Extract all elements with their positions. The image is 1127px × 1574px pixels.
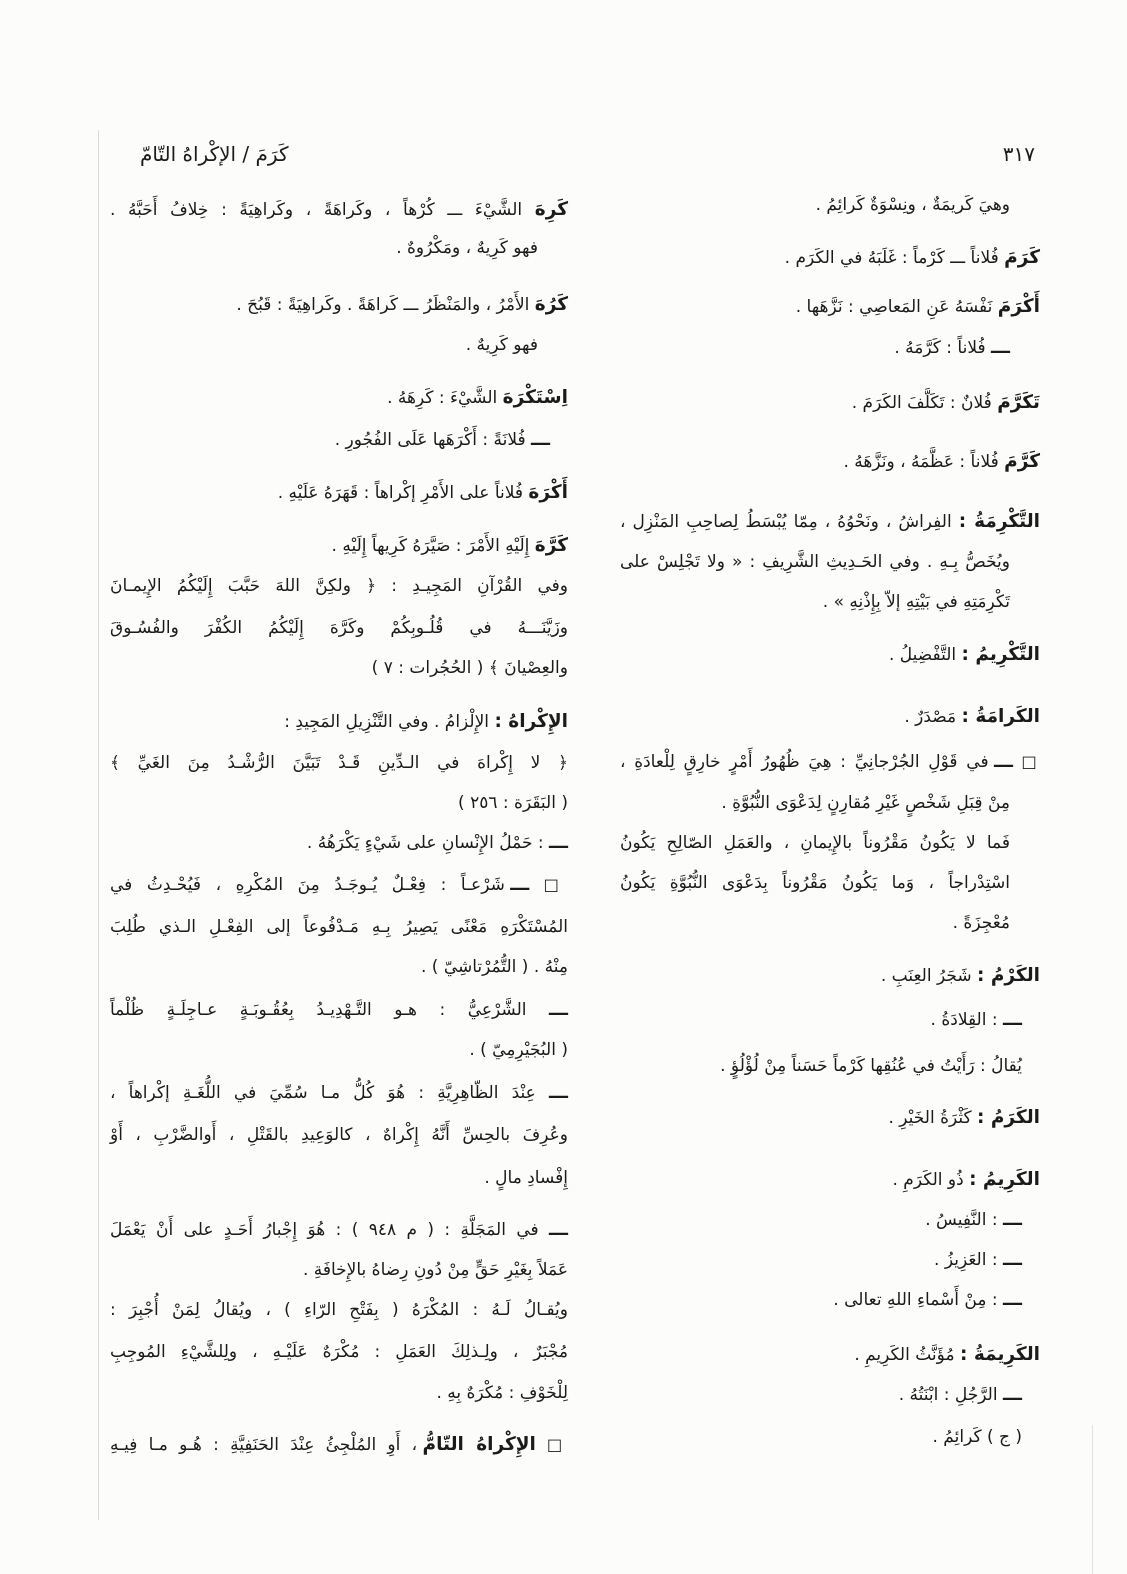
line-text: ( البُجَيْرِمِيّ ) . — [469, 1040, 568, 1060]
line-text: التَّفْضِيلُ . — [888, 645, 962, 665]
entry-line — [110, 704, 568, 740]
line-text: وعُرِفَ بالحِسِّ أَنَّهُ إِكْراهٌ ، كالوَعِيدِ بالقَتْلِ ، أَوالضَّرْبِ ، أَوْ — [110, 1125, 568, 1145]
line-text: الرَّجُلِ : ابْنَتُهُ . — [898, 1385, 1003, 1405]
line-text: عِنْدَ الظّاهِرِيَّةِ : هُوَ كُلُّ مـا سُمِّيَ في اللُّغَـةِ إكْراهاً ، — [110, 1083, 549, 1103]
entry-line — [110, 475, 568, 511]
scan-edge-line-right — [1092, 1425, 1093, 1574]
line-text: ، أَوِ المُلْجِئُ عِنْدَ الحَنَفِيَّةِ : هُـو مـا فِيـهِ — [110, 1435, 423, 1455]
dash-marker: ـــ — [531, 429, 550, 450]
entry-line — [620, 825, 1040, 861]
line-text: ويُخَصُّ بِـهِ . وفي الحَـدِيثِ الشَّرِيفِ : « ولا تَجْلِسْ على — [620, 552, 1010, 572]
line-text: : مِنْ أَسْماءِ اللهِ تعالى . — [833, 1290, 1003, 1310]
headword: أَكْرَمَ — [997, 296, 1040, 317]
entry-line — [110, 610, 568, 646]
line-text: إِلَيْهِ الأَمْرَ : صَيَّرَهُ كَرِيهاً إِلَيْهِ . — [331, 536, 535, 556]
headword: كَرَّمَ — [1004, 451, 1040, 472]
entry-line — [620, 1377, 1040, 1413]
line-text: الشَّيْءَ ـــ كُرْهاً ، وكَراهَةً ، وكَراهِيَةً : خِلافُ أَحَبَّهُ . — [110, 200, 535, 220]
dash-marker: ـــ — [1003, 1249, 1022, 1270]
headword: كَرِهَ — [534, 199, 568, 220]
line-text: فُلاناً على الأَمْرِ إكْراهاً : قَهَرَهُ عَلَيْهِ . — [277, 483, 529, 503]
line-text: فُلاناً : كَرَّمَهُ . — [894, 338, 991, 358]
entry-line — [620, 699, 1040, 735]
dash-marker: ـــ — [991, 337, 1010, 358]
line-text: فهو كَرِيهٌ . — [465, 335, 538, 355]
dash-marker: ـــ — [1003, 1289, 1022, 1310]
line-text: مَصْدَرٌ . — [904, 707, 962, 727]
line-text: إِفْسادِ مالٍ . — [484, 1168, 568, 1188]
headword: أَكْرَهَ — [528, 482, 568, 503]
dash-marker: ـــ — [549, 832, 568, 853]
entry-line — [110, 650, 568, 686]
entry-line — [620, 1282, 1040, 1318]
entry-line — [620, 1100, 1040, 1136]
entry-line — [620, 958, 1040, 994]
line-text: لِلْخَوْفِ : مُكْرَهٌ بِهِ . — [436, 1383, 568, 1403]
headword: كَرَمَ — [1004, 247, 1040, 268]
entry-line — [110, 1212, 568, 1248]
entry-line — [110, 1292, 568, 1328]
entry-line — [620, 1419, 1040, 1455]
headword: كَرَّهَ — [534, 535, 568, 556]
line-text: مُؤَنَّثُ الكَرِيمِ . — [854, 1345, 960, 1365]
line-text: فُلاناً : عَظَّمَهُ ، ونَزَّهَهُ . — [843, 452, 1005, 472]
line-text: الإِلْزامُ . وفي التَّنْزِيلِ المَجِيدِ : — [284, 712, 495, 732]
line-text: فُلانٌ : تَكَلَّفَ الكَرَمَ . — [851, 393, 998, 413]
headword: التَّكْرِمَةُ : — [958, 511, 1040, 532]
line-text: ويُقـالُ لَـهُ : المُكْرَهُ ( بِفَتْحِ الرّاءِ ) ، ويُقالُ لِمَنْ أُجْبِرَ : — [110, 1300, 568, 1320]
line-text: مُجْبَرٌ ، ولِـذلِكَ العَمَلِ : مُكْرَهٌ عَلَيْـهِ ، ولِلشَّيْءِ المُوجِبِ — [110, 1342, 568, 1362]
entry-line — [620, 865, 1040, 901]
line-text: في قَوْلِ الجُرْجانِيِّ : هِيَ ظُهُورُ أَمْرٍ خارِقٍ لِلْعادَةِ ، — [620, 752, 994, 772]
entry-line — [620, 289, 1040, 325]
entry-line — [620, 1162, 1040, 1198]
line-text: : العَزِيزُ . — [934, 1250, 1003, 1270]
headword: الكَرَمُ : — [976, 1107, 1040, 1128]
line-text: مِنْهُ . ( التُّمُرْتاشِيّ ) . — [420, 957, 568, 977]
entry-line — [110, 745, 568, 781]
entry-line — [110, 825, 568, 861]
entry-line — [620, 1242, 1040, 1278]
line-text: : القِلادَةُ . — [930, 1010, 1003, 1030]
entry-line — [620, 744, 1040, 780]
dash-marker: ـــ — [548, 1219, 568, 1240]
scan-edge-line-left — [98, 130, 99, 1520]
entry-line — [620, 544, 1040, 580]
square-marker: □ — [1012, 752, 1041, 771]
line-text: المُسْتَكْرَهِ مَعْنًى يَصِيرُ بِـهِ مَـدْفُوعاً إلى الفِعْـلِ الـذي طُلِبَ — [110, 917, 568, 937]
entry-line — [620, 584, 1040, 620]
entry-line — [110, 1117, 568, 1153]
entry-line — [620, 385, 1040, 421]
entry-line — [110, 992, 568, 1028]
entry-line — [620, 330, 1040, 366]
entry-line — [110, 1252, 568, 1288]
line-text: في المَجَلَّةِ : ( م ٩٤٨ ) : هُوَ إِجْبارُ أَحَـدٍ على أَنْ يَعْمَلَ — [110, 1220, 549, 1240]
line-text: ( ج ) كَرائِمُ . — [932, 1427, 1022, 1447]
square-marker: □ — [529, 875, 568, 894]
line-text: يُقالُ : رَأَيْتُ في عُنُقِها كَرْماً حَسَناً مِنْ لُؤْلُؤٍ . — [720, 1056, 1022, 1076]
entry-line — [110, 380, 568, 416]
line-text: اسْتِدْراجاً ، وَما يَكُونُ مَقْرُوناً بِدَعْوَى النُّبُوَّةِ يَكُونُ — [620, 873, 1010, 893]
square-marker: □ — [535, 1435, 568, 1454]
line-text: ذُو الكَرَمِ . — [892, 1170, 970, 1190]
headword: تَكَرَّمَ — [997, 392, 1040, 413]
line-text: الفِراشُ ، ونَحْوُهُ ، مِمّا يُبْسَطُ لِصاحِبِ المَنْزِل ، — [620, 512, 959, 532]
entry-line — [110, 1160, 568, 1196]
entry-line — [110, 1375, 568, 1411]
line-text: ﴿ لا إِكْراهَ في الـدِّينِ قَـدْ تَبَيَّنَ الرُّشْـدُ مِنَ الغَيِّ ﴾ — [110, 753, 568, 773]
headword: الكَرامَةُ : — [961, 706, 1040, 727]
line-text: كَثْرَةُ الخَيْرِ . — [888, 1108, 977, 1128]
dash-marker: ـــ — [1003, 1209, 1022, 1230]
entry-line — [110, 528, 568, 564]
line-text: مِنْ قِبَلِ شَخْصٍ غَيْرِ مُقارِنٍ لِدَعْوَى النُّبُوَّةِ . — [721, 793, 1010, 813]
headword: كَرُهَ — [534, 294, 568, 315]
dash-marker: ـــ — [993, 751, 1013, 772]
entry-line — [620, 1048, 1040, 1084]
line-text: فُلانَةً : أَكْرَهَها عَلَى الفُجُورِ . — [334, 430, 531, 450]
headword: الكَرِيمُ : — [969, 1169, 1040, 1190]
entry-line — [620, 1337, 1040, 1373]
line-text: فهو كَرِيهٌ ، ومَكْرُوهٌ . — [396, 238, 538, 258]
line-text: : حَمْلُ الإِنْسانِ على شَيْءٍ يَكْرَهُهُ . — [306, 833, 549, 853]
line-text: ( البَقَرَة : ٢٥٦ ) — [458, 793, 568, 813]
entry-line — [620, 637, 1040, 673]
headword: الإِكْراهُ التّامُّ — [422, 1434, 536, 1455]
page-number: ٣١٧ — [1002, 142, 1035, 166]
entry-line — [620, 1002, 1040, 1038]
entry-line — [110, 1334, 568, 1370]
line-text: شَرْعـاً : فِعْـلٌ يُـوجَـدُ مِنَ المُكْرِهِ ، فَيُحْـدِثُ في — [110, 875, 511, 895]
entry-line — [620, 1202, 1040, 1238]
line-text: تَكْرِمَتِهِ في بَيْتِهِ إلاّ بِإِذْنِهِ » . — [822, 592, 1010, 612]
headword: التَّكْرِيمُ : — [961, 644, 1040, 665]
entry-line — [620, 444, 1040, 480]
entry-line — [620, 785, 1040, 821]
headword: الكَرْمُ : — [976, 965, 1040, 986]
line-text: : النَّفِيسُ . — [925, 1210, 1003, 1230]
entry-line — [110, 230, 568, 266]
entry-line — [620, 187, 1040, 223]
line-text: مُعْجِزَةً . — [952, 913, 1010, 933]
dash-marker: ـــ — [549, 999, 568, 1020]
entry-line — [110, 785, 568, 821]
entry-line — [110, 949, 568, 985]
entry-line — [110, 422, 568, 458]
headword: اِسْتَكْرَهَ — [502, 387, 568, 408]
line-text: فَما لا يَكُونُ مَقْرُوناً بالإِيمانِ ، والعَمَلِ الصّالِحِ يَكُونُ — [620, 833, 1010, 853]
headword: الإِكْراهُ : — [494, 711, 568, 732]
line-text: وفي القُرْآنِ المَجِيـدِ : ﴿ ولكِنَّ اللهَ حَبَّبَ إِلَيْكُمُ الإِيمـانَ — [110, 576, 568, 596]
dash-marker: ـــ — [549, 1082, 568, 1103]
headword: الكَرِيمَةُ : — [959, 1344, 1040, 1365]
entry-line — [110, 1032, 568, 1068]
entry-line — [620, 905, 1040, 941]
line-text: عَمَلاً بِغَيْرِ حَقٍّ مِنْ دُونِ رِضاهُ بالإِخافَةِ . — [302, 1260, 568, 1280]
entry-line — [110, 1427, 568, 1463]
entry-line — [110, 568, 568, 604]
entry-line — [110, 327, 568, 363]
dash-marker: ـــ — [1003, 1009, 1022, 1030]
entry-line — [110, 192, 568, 228]
line-text: الأَمْرُ ، والمَنْظَرُ ـــ كَراهَةً . وكَراهِيَةً : قَبُحَ . — [236, 295, 535, 315]
entry-line — [110, 287, 568, 323]
running-head: كَرَمَ / الإكْراهُ التّامّ — [140, 142, 289, 166]
line-text: فُلاناً ـــ كَرْماً : غَلَبَهُ في الكَرَم . — [784, 248, 1005, 268]
entry-line — [110, 909, 568, 945]
line-text: شَجَرُ العِنَبِ . — [880, 966, 977, 986]
line-text: نَفْسَهُ عَنِ المَعاصِي : نَزَّهَها . — [795, 297, 998, 317]
line-text: وزَيَّنَـــهُ في قُلُـوبِكُمْ وكَرَّهَ إِلَيْكُمُ الكُفْرَ والفُسُـوقَ — [110, 618, 568, 638]
line-text: والعِصْيانَ ﴾ ( الحُجُرات : ٧ ) — [371, 658, 568, 678]
line-text: الشَّيْءَ : كَرِهَهُ . — [387, 388, 503, 408]
entry-line — [110, 1075, 568, 1111]
dash-marker: ـــ — [1003, 1384, 1022, 1405]
entry-line — [620, 504, 1040, 540]
line-text: الشَّرْعِيُّ : هـو التَّـهْدِيـدُ بِعُقُـوبَـةٍ عـاجِلَـةٍ ظُلْماً — [110, 1000, 549, 1020]
entry-line — [110, 867, 568, 903]
dash-marker: ـــ — [510, 874, 530, 895]
entry-line — [620, 240, 1040, 276]
line-text: وهيَ كَريمَةٌ ، ونِسْوَةٌ كَرائِمُ . — [815, 195, 1010, 215]
